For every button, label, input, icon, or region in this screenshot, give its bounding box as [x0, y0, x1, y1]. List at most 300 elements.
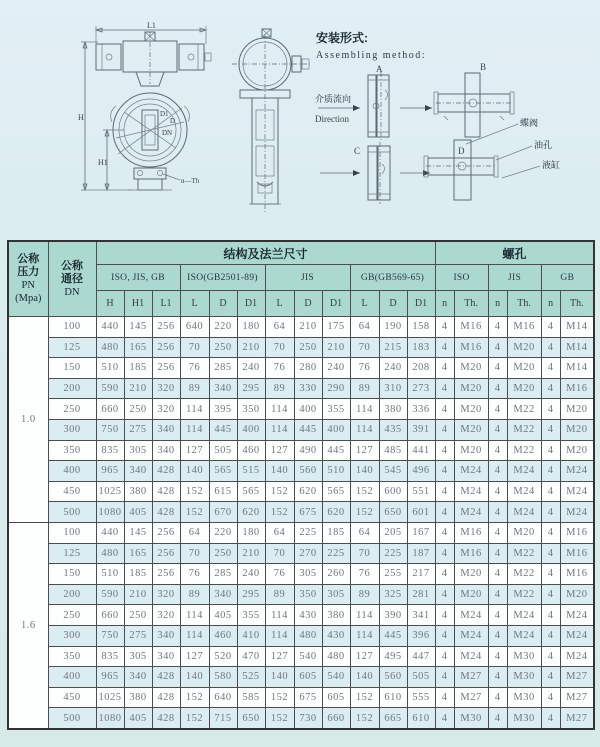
- table-cell: 380: [379, 399, 407, 420]
- table-cell: 4: [435, 584, 454, 605]
- table-cell: 555: [407, 687, 435, 708]
- table-cell: 565: [209, 461, 237, 482]
- table-cell: 620: [294, 481, 322, 502]
- table-cell: 145: [124, 317, 152, 338]
- pn-value: 1.0: [8, 317, 48, 523]
- table-cell: M24: [560, 605, 594, 626]
- table-cell: 4: [541, 317, 560, 338]
- table-cell: 4: [435, 522, 454, 543]
- table-cell: 440: [96, 522, 124, 543]
- table-cell: 380: [124, 481, 152, 502]
- table-cell: 4: [435, 502, 454, 523]
- table-cell: 127: [265, 646, 294, 667]
- dim-label-h: H: [78, 113, 84, 122]
- table-cell: 428: [152, 481, 180, 502]
- table-cell: 250: [209, 337, 237, 358]
- table-cell: 255: [379, 564, 407, 585]
- table-cell: M22: [507, 564, 541, 585]
- table-cell: 220: [209, 522, 237, 543]
- table-cell: 580: [209, 667, 237, 688]
- table-cell: 4: [435, 564, 454, 585]
- table-cell: 4: [488, 646, 507, 667]
- table-cell: 185: [124, 358, 152, 379]
- table-row: [8, 646, 594, 667]
- table-cell: 70: [265, 337, 294, 358]
- table-cell: 152: [350, 708, 379, 729]
- table-cell: 965: [96, 667, 124, 688]
- table-cell: 675: [294, 502, 322, 523]
- table-cell: 215: [379, 337, 407, 358]
- disc-label-d: D: [170, 117, 176, 125]
- table-cell: 152: [350, 502, 379, 523]
- table-cell: 270: [294, 543, 322, 564]
- pressure-line-4: (Mpa): [15, 293, 42, 304]
- table-cell: 76: [265, 564, 294, 585]
- table-cell: 1080: [96, 708, 124, 729]
- table-cell: 256: [152, 564, 180, 585]
- table-cell: 70: [350, 543, 379, 564]
- table-cell: 510: [96, 358, 124, 379]
- col-gb-l: L: [350, 291, 379, 317]
- table-cell: 440: [96, 317, 124, 338]
- table-cell: 185: [322, 522, 350, 543]
- table-cell: 208: [407, 358, 435, 379]
- table-row: [8, 399, 594, 420]
- variant-label-d: D: [458, 146, 465, 156]
- table-cell: M20: [454, 358, 488, 379]
- table-cell: M30: [507, 708, 541, 729]
- table-cell: 305: [124, 440, 152, 461]
- table-cell: 965: [96, 461, 124, 482]
- dn-value: 150: [48, 564, 96, 585]
- table-cell: 1025: [96, 481, 124, 502]
- table-cell: M20: [560, 584, 594, 605]
- callout-liquid-cylinder: 液缸: [542, 160, 561, 170]
- table-cell: 305: [124, 646, 152, 667]
- table-cell: 285: [209, 358, 237, 379]
- table-cell: M22: [507, 543, 541, 564]
- table-cell: 445: [294, 419, 322, 440]
- table-cell: 127: [180, 646, 209, 667]
- table-cell: M16: [560, 564, 594, 585]
- table-cell: 750: [96, 419, 124, 440]
- table-cell: M24: [560, 625, 594, 646]
- table-cell: 391: [407, 419, 435, 440]
- table-cell: 305: [294, 564, 322, 585]
- table-cell: M24: [560, 461, 594, 482]
- table-cell: 114: [350, 625, 379, 646]
- table-cell: 380: [322, 605, 350, 626]
- table-cell: 428: [152, 461, 180, 482]
- table-cell: 127: [350, 440, 379, 461]
- table-row: [8, 461, 594, 482]
- table-cell: 152: [180, 502, 209, 523]
- table-row: [8, 584, 594, 605]
- table-cell: 447: [407, 646, 435, 667]
- table-cell: 250: [124, 605, 152, 626]
- table-cell: 395: [209, 399, 237, 420]
- table-cell: 460: [237, 440, 265, 461]
- table-cell: 565: [237, 481, 265, 502]
- table-row: [8, 564, 594, 585]
- table-cell: 64: [180, 522, 209, 543]
- table-cell: 585: [237, 687, 265, 708]
- table-cell: 640: [209, 687, 237, 708]
- table-cell: 4: [435, 667, 454, 688]
- table-cell: M16: [454, 337, 488, 358]
- table-cell: 4: [435, 317, 454, 338]
- table-cell: 355: [322, 399, 350, 420]
- table-cell: 320: [152, 378, 180, 399]
- table-cell: 485: [379, 440, 407, 461]
- bolt-count-label: n—Th: [181, 177, 200, 185]
- col-jis-l: L: [265, 291, 294, 317]
- table-cell: M24: [560, 481, 594, 502]
- table-cell: M14: [560, 337, 594, 358]
- dn-value: 500: [48, 708, 96, 729]
- table-cell: 89: [180, 378, 209, 399]
- header-holes-jis: JIS: [488, 265, 541, 291]
- table-cell: 4: [541, 605, 560, 626]
- flow-direction-en: Direction: [315, 114, 349, 124]
- table-cell: 435: [379, 419, 407, 440]
- table-cell: 4: [541, 358, 560, 379]
- table-cell: 140: [350, 667, 379, 688]
- dn-value: 450: [48, 687, 96, 708]
- table-cell: M20: [454, 378, 488, 399]
- table-cell: 114: [180, 399, 209, 420]
- table-cell: M22: [507, 399, 541, 420]
- dn-value: 100: [48, 522, 96, 543]
- table-cell: 250: [209, 543, 237, 564]
- table-cell: 470: [237, 646, 265, 667]
- table-cell: 620: [237, 502, 265, 523]
- table-cell: 835: [96, 646, 124, 667]
- header-holes-iso: ISO: [435, 265, 488, 291]
- table-cell: 64: [350, 522, 379, 543]
- table-cell: 180: [237, 317, 265, 338]
- dn-value: 200: [48, 378, 96, 399]
- table-cell: 430: [322, 625, 350, 646]
- table-cell: 4: [488, 502, 507, 523]
- table-cell: 260: [322, 564, 350, 585]
- table-cell: M16: [454, 522, 488, 543]
- table-cell: 430: [294, 605, 322, 626]
- table-cell: 4: [541, 399, 560, 420]
- table-cell: 480: [96, 337, 124, 358]
- table-cell: 4: [435, 687, 454, 708]
- table-cell: 4: [435, 605, 454, 626]
- table-cell: 4: [488, 358, 507, 379]
- table-cell: 605: [294, 667, 322, 688]
- table-cell: 114: [265, 605, 294, 626]
- table-cell: 380: [124, 687, 152, 708]
- table-row: [8, 440, 594, 461]
- table-cell: M20: [507, 337, 541, 358]
- table-body: [8, 317, 594, 729]
- col-iso-th: Th.: [454, 291, 488, 317]
- table-cell: 76: [180, 564, 209, 585]
- dim-label-l1: L1: [147, 21, 156, 30]
- table-cell: 400: [322, 419, 350, 440]
- table-cell: M14: [560, 358, 594, 379]
- table-cell: M16: [560, 543, 594, 564]
- dn-value: 300: [48, 625, 96, 646]
- table-cell: 190: [379, 317, 407, 338]
- table-cell: M20: [507, 522, 541, 543]
- variant-label-a: A: [376, 64, 383, 74]
- table-cell: 4: [488, 461, 507, 482]
- table-cell: 4: [541, 522, 560, 543]
- technical-drawings: [0, 0, 600, 236]
- variant-label-b: B: [480, 62, 487, 72]
- table-cell: 281: [407, 584, 435, 605]
- table-cell: 560: [379, 667, 407, 688]
- table-row: [8, 708, 594, 729]
- table-cell: 410: [237, 625, 265, 646]
- table-cell: 405: [124, 502, 152, 523]
- table-cell: 4: [541, 461, 560, 482]
- header-nominal-pressure: [8, 241, 48, 317]
- table-cell: 340: [209, 584, 237, 605]
- table-cell: 4: [488, 440, 507, 461]
- table-cell: 545: [379, 461, 407, 482]
- table-cell: M24: [507, 605, 541, 626]
- table-cell: 256: [152, 543, 180, 564]
- col-l1: L1: [152, 291, 180, 317]
- valve-side-view-drawing: [222, 26, 318, 218]
- table-cell: 590: [96, 378, 124, 399]
- table-cell: 225: [294, 522, 322, 543]
- table-cell: 158: [407, 317, 435, 338]
- table-cell: 225: [379, 543, 407, 564]
- table-cell: 76: [265, 358, 294, 379]
- table-cell: 4: [541, 543, 560, 564]
- flow-direction-cn: 介质流向: [315, 94, 352, 104]
- dn-value: 350: [48, 646, 96, 667]
- dn-value: 450: [48, 481, 96, 502]
- table-cell: 89: [265, 584, 294, 605]
- table-cell: 210: [237, 337, 265, 358]
- table-cell: 4: [435, 337, 454, 358]
- table-cell: 152: [265, 502, 294, 523]
- table-cell: 256: [152, 358, 180, 379]
- table-cell: M24: [454, 646, 488, 667]
- col-iso-d: D: [209, 291, 237, 317]
- table-cell: 428: [152, 502, 180, 523]
- dn-line-2: 通径: [61, 272, 83, 285]
- table-cell: 350: [237, 399, 265, 420]
- table-cell: 295: [237, 584, 265, 605]
- table-cell: M24: [454, 502, 488, 523]
- table-cell: 660: [96, 605, 124, 626]
- table-cell: 280: [294, 358, 322, 379]
- table-cell: 4: [435, 461, 454, 482]
- table-cell: 4: [541, 687, 560, 708]
- table-cell: M24: [454, 481, 488, 502]
- table-cell: 185: [124, 564, 152, 585]
- table-cell: 650: [379, 502, 407, 523]
- table-row: [8, 481, 594, 502]
- header-jis: JIS: [265, 265, 350, 291]
- table-cell: M20: [454, 440, 488, 461]
- table-cell: M27: [560, 667, 594, 688]
- table-cell: 340: [124, 461, 152, 482]
- table-cell: 250: [124, 399, 152, 420]
- col-gb-d1: D1: [407, 291, 435, 317]
- table-cell: 330: [294, 378, 322, 399]
- table-cell: 4: [488, 522, 507, 543]
- table-cell: 140: [265, 461, 294, 482]
- table-cell: 405: [124, 708, 152, 729]
- table-cell: 350: [294, 584, 322, 605]
- table-cell: 341: [407, 605, 435, 626]
- col-iso-d1: D1: [237, 291, 265, 317]
- table-cell: 615: [209, 481, 237, 502]
- table-cell: M27: [454, 687, 488, 708]
- table-cell: 210: [124, 378, 152, 399]
- table-cell: 325: [379, 584, 407, 605]
- table-cell: M24: [454, 605, 488, 626]
- table-cell: 140: [180, 461, 209, 482]
- table-cell: 4: [541, 708, 560, 729]
- table-cell: 114: [265, 399, 294, 420]
- table-cell: 601: [407, 502, 435, 523]
- table-cell: M20: [560, 440, 594, 461]
- header-structure-flange-dims: 结构及法兰尺寸: [96, 241, 435, 265]
- table-cell: M27: [560, 708, 594, 729]
- table-cell: M24: [560, 502, 594, 523]
- table-cell: 340: [152, 646, 180, 667]
- table-cell: 70: [350, 337, 379, 358]
- table-cell: 273: [407, 378, 435, 399]
- table-cell: 4: [488, 667, 507, 688]
- table-cell: 152: [180, 708, 209, 729]
- disc-label-d1: D1: [160, 110, 169, 118]
- table-cell: 600: [379, 481, 407, 502]
- table-cell: 145: [124, 522, 152, 543]
- table-cell: 114: [180, 625, 209, 646]
- table-cell: 400: [294, 399, 322, 420]
- variant-label-c: C: [354, 146, 361, 156]
- table-cell: 152: [265, 481, 294, 502]
- dimension-table-wrap: [7, 240, 595, 730]
- table-cell: 4: [541, 625, 560, 646]
- table-cell: 250: [294, 337, 322, 358]
- table-cell: 165: [124, 337, 152, 358]
- pn-value: 1.6: [8, 522, 48, 728]
- col-gb-d: D: [379, 291, 407, 317]
- table-cell: 89: [180, 584, 209, 605]
- table-cell: 496: [407, 461, 435, 482]
- dn-value: 500: [48, 502, 96, 523]
- table-cell: 340: [209, 378, 237, 399]
- table-cell: 4: [541, 584, 560, 605]
- table-cell: 835: [96, 440, 124, 461]
- table-cell: 515: [237, 461, 265, 482]
- table-cell: 240: [237, 564, 265, 585]
- table-cell: 70: [180, 337, 209, 358]
- col-jis-d: D: [294, 291, 322, 317]
- table-row: [8, 502, 594, 523]
- table-cell: 4: [488, 605, 507, 626]
- table-cell: 152: [180, 481, 209, 502]
- table-cell: 114: [265, 419, 294, 440]
- table-cell: 520: [209, 646, 237, 667]
- table-header: [8, 241, 594, 317]
- table-cell: 4: [435, 399, 454, 420]
- table-cell: 428: [152, 708, 180, 729]
- table-cell: M22: [507, 440, 541, 461]
- table-cell: 505: [209, 440, 237, 461]
- table-cell: 256: [152, 317, 180, 338]
- table-cell: 4: [541, 378, 560, 399]
- col-iso-l: L: [180, 291, 209, 317]
- table-cell: 76: [180, 358, 209, 379]
- table-cell: 183: [407, 337, 435, 358]
- table-cell: 187: [407, 543, 435, 564]
- table-cell: 510: [96, 564, 124, 585]
- table-cell: 650: [237, 708, 265, 729]
- table-cell: 670: [209, 502, 237, 523]
- table-cell: 4: [435, 708, 454, 729]
- table-cell: 525: [237, 667, 265, 688]
- dimension-table: [7, 240, 595, 730]
- table-cell: 665: [379, 708, 407, 729]
- table-cell: 210: [124, 584, 152, 605]
- col-gb-n: n: [541, 291, 560, 317]
- table-cell: M16: [560, 378, 594, 399]
- table-cell: 114: [350, 399, 379, 420]
- table-cell: 167: [407, 522, 435, 543]
- table-cell: 127: [180, 440, 209, 461]
- table-cell: 445: [379, 625, 407, 646]
- table-cell: M22: [507, 419, 541, 440]
- table-row: [8, 667, 594, 688]
- table-cell: 610: [407, 708, 435, 729]
- col-jis-th: Th.: [507, 291, 541, 317]
- table-cell: 140: [180, 667, 209, 688]
- table-row: [8, 522, 594, 543]
- table-cell: 715: [209, 708, 237, 729]
- pressure-line-2: 压力: [17, 266, 40, 278]
- table-cell: 1080: [96, 502, 124, 523]
- table-cell: 114: [180, 419, 209, 440]
- table-cell: M14: [560, 317, 594, 338]
- pressure-line-3: PN: [21, 280, 35, 291]
- table-row: [8, 317, 594, 338]
- table-cell: M16: [560, 522, 594, 543]
- table-cell: 1025: [96, 687, 124, 708]
- table-cell: 4: [488, 543, 507, 564]
- table-cell: 140: [265, 667, 294, 688]
- table-cell: M24: [507, 502, 541, 523]
- table-cell: 152: [180, 687, 209, 708]
- table-cell: 340: [152, 440, 180, 461]
- table-cell: M20: [560, 419, 594, 440]
- table-cell: M30: [454, 708, 488, 729]
- dn-value: 400: [48, 667, 96, 688]
- table-cell: 275: [124, 625, 152, 646]
- table-cell: 428: [152, 667, 180, 688]
- header-screw-holes: 螺孔: [435, 241, 594, 265]
- table-cell: 340: [152, 625, 180, 646]
- table-cell: M24: [560, 646, 594, 667]
- table-cell: 640: [180, 317, 209, 338]
- table-cell: 240: [322, 358, 350, 379]
- table-cell: 4: [435, 543, 454, 564]
- table-cell: 275: [124, 419, 152, 440]
